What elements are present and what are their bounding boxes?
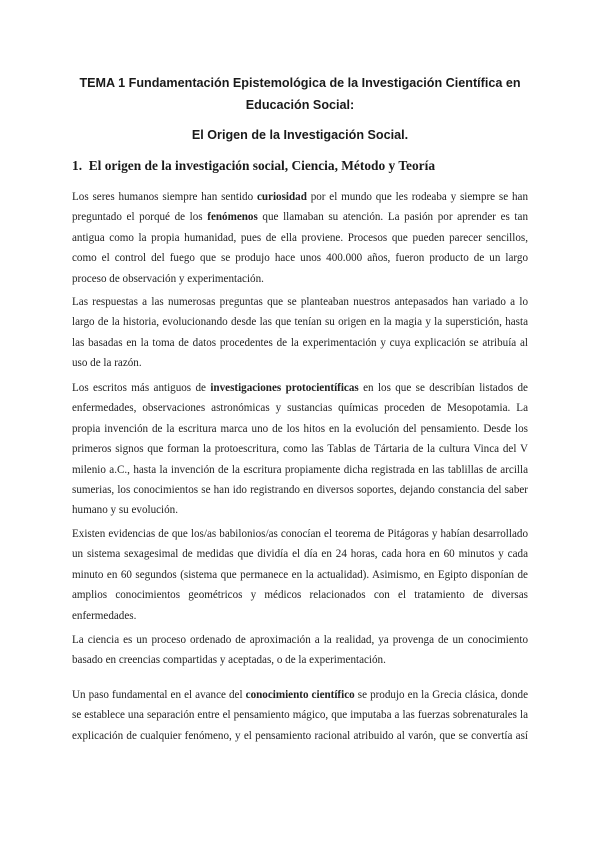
- section-heading: 1. El origen de la investigación social, Ciencia, Método y Teoría: [72, 158, 436, 173]
- paragraph-text: Los escritos más antiguos de: [72, 382, 211, 394]
- paragraph-2: [72, 292, 528, 374]
- paragraph-6: [72, 685, 528, 751]
- bold-term: conocimiento científico: [245, 689, 355, 701]
- bold-term: curiosidad: [256, 191, 307, 203]
- paragraph-text: Existen evidencias de que los/as babilonios/as conocían el teorema de Pitágoras y habían desarrollado un sistema sexagesimal de medidas que dividía el día en 24 horas, cada hora en 60 minutos y cada minuto en 60 segundos (sistema que permanece en la actualidad). Asimismo, en Egipto disponían de amplios conocimientos geométricos y médicos relacionados con el tratamiento de diversas enfermedades.: [72, 528, 528, 622]
- paragraph-text: Los seres humanos siempre han sentido: [72, 191, 257, 203]
- paragraph-3: [72, 378, 528, 521]
- paragraph-5: [72, 630, 528, 671]
- paragraph-4: [72, 524, 528, 626]
- paragraph-text: Las respuestas a las numerosas preguntas que se planteaban nuestros antepasados han variado a lo largo de la historia, evolucionando desde las que tenían su origen en la magia y la superstición, hasta las basadas en la toma de datos procedentes de la experimentación y cuya explicación se atribuía al uso de la razón.: [72, 296, 528, 370]
- paragraph-text: Un paso fundamental en el avance del: [72, 689, 246, 701]
- paragraph-text: por el mundo que les rodeaba y siempre se han preguntado el porqué de los: [72, 191, 528, 224]
- bold-term: investigaciones protocientíficas: [210, 382, 359, 394]
- document-title: TEMA 1 Fundamentación Epistemológica de la Investigación Científica en Educación Social:: [79, 76, 521, 112]
- bold-term: fenómenos: [207, 211, 258, 224]
- paragraph-1: [72, 187, 528, 289]
- document-subtitle: El Origen de la Investigación Social.: [191, 128, 409, 142]
- paragraph-text: que llamaban su atención. La pasión por aprender es tan antigua como la propia humanidad, pues de ella proviene. Procesos que pueden parecer sencillos, como el control del fuego que se produjo hace unos 400.000 años, fueron producto de un largo proceso de observación y experimentación.: [72, 211, 528, 285]
- paragraph-text: La ciencia es un proceso ordenado de aproximación a la realidad, ya provenga de un conocimiento basado en creencias compartidas y aceptadas, o de la experimentación.: [72, 634, 528, 667]
- paragraph-text: se produjo en la Grecia clásica, donde se establece una separación entre el pensamiento mágico, que imputaba a las fuerzas sobrenaturales la explicación de cualquier fenómeno, y el pensamiento racional atribuido al varón, que se convertía así: [72, 689, 528, 742]
- paragraph-text: en los que se describían listados de enfermedades, observaciones astronómicas y sustancias químicas proceden de Mesopotamia. La propia invención de la escritura marca uno de los hitos en la evolución del pensamiento. Desde los primeros signos que forman la protoescritura, como las Tablas de Tártaria de la cultura Vinca del V milenio a.C., hasta la invención de la escritura propiamente dicha registrada en las tablillas de arcilla sumerias, los conocimientos se han ido registrando en diversos soportes, dejando constancia del saber humano y su evolución.: [72, 382, 528, 517]
